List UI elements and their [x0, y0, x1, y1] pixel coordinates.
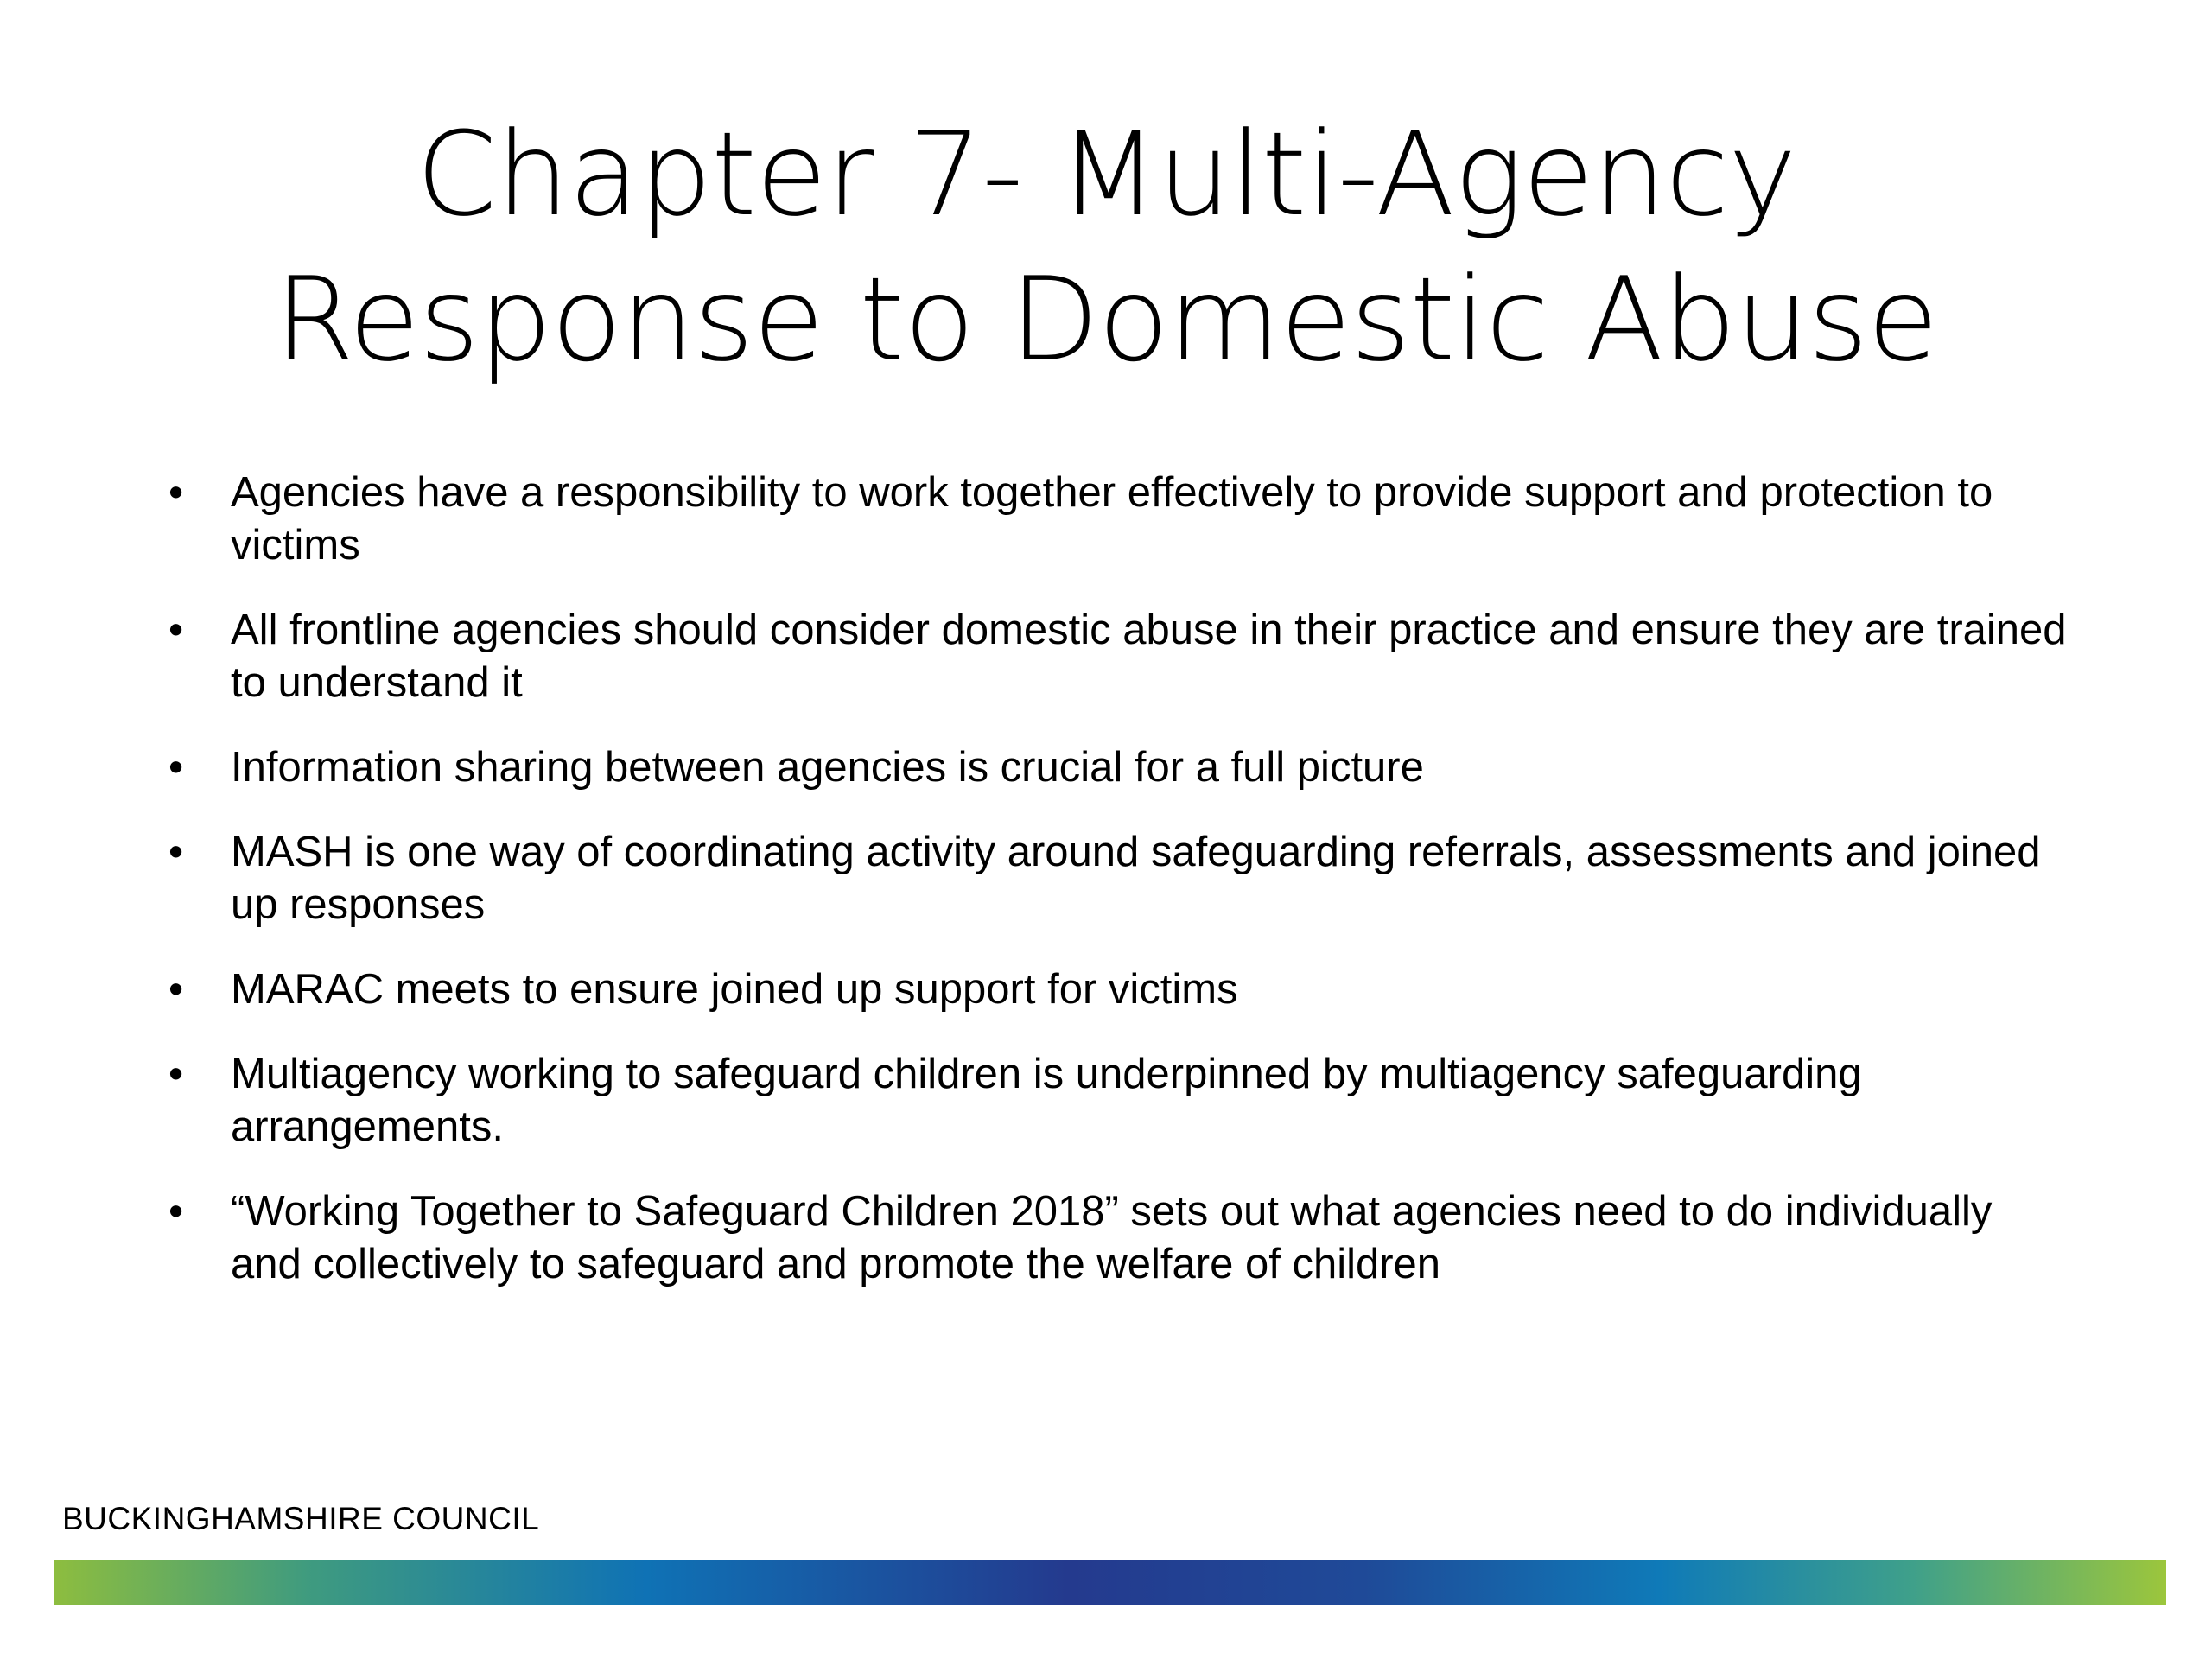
bullet-list — [168, 467, 2069, 1323]
bullet-item — [168, 604, 2069, 709]
bullet-item — [168, 826, 2069, 931]
slide-title — [156, 102, 2056, 392]
footer-gradient-band — [54, 1560, 2166, 1605]
bullet-marker: • — [168, 1051, 184, 1097]
bullet-item — [168, 1185, 2069, 1291]
bullet-marker: • — [168, 744, 184, 791]
bullet-text: All frontline agencies should consider domestic abuse in their practice and ensure they are trained to understand it — [231, 607, 2067, 706]
bullet-marker: • — [168, 607, 184, 653]
bullet-marker: • — [168, 966, 184, 1013]
bullet-text: “Working Together to Safeguard Children 2018” sets out what agencies need to do individually and collectively to safeguard and promote the welfare of children — [231, 1188, 1993, 1287]
bullet-item — [168, 963, 2069, 1016]
bullet-item — [168, 741, 2069, 794]
bullet-text: Multiagency working to safeguard children is underpinned by multiagency safeguarding arrangements. — [231, 1051, 1862, 1150]
bullet-marker: • — [168, 1188, 184, 1235]
bullet-marker: • — [168, 829, 184, 875]
bullet-marker: • — [168, 469, 184, 516]
bullet-text: MARAC meets to ensure joined up support for victims — [231, 966, 1238, 1013]
bullet-item — [168, 1048, 2069, 1154]
bullet-text: MASH is one way of coordinating activity around safeguarding referrals, assessments and joined up responses — [231, 829, 2041, 928]
footer-organization-name: BUCKINGHAMSHIRE COUNCIL — [62, 1501, 540, 1536]
bullet-text: Agencies have a responsibility to work together effectively to provide support and protection to victims — [231, 469, 1993, 569]
slide-title-line-2: Response to Domestic Abuse — [274, 252, 1938, 387]
bullet-text: Information sharing between agencies is crucial for a full picture — [231, 744, 1424, 791]
bullet-item — [168, 467, 2069, 572]
slide-title-line-1: Chapter 7- Multi-Agency — [416, 107, 1796, 242]
